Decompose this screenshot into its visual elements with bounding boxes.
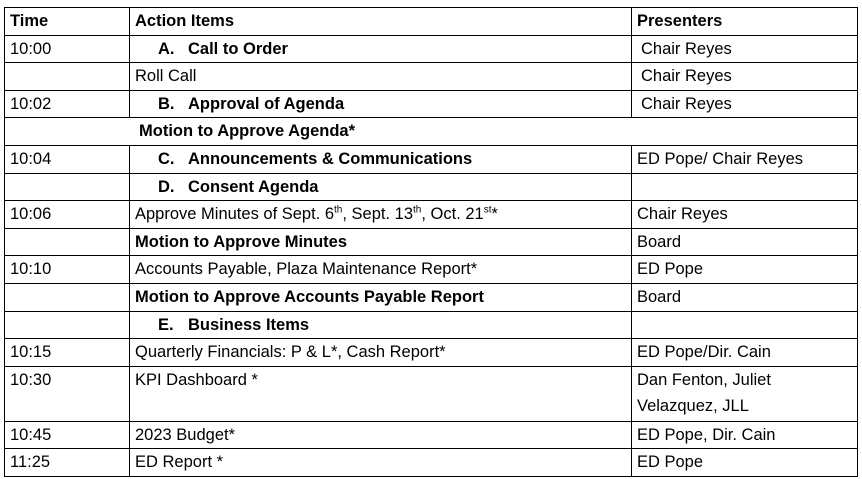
- time-cell: 10:00: [5, 35, 130, 63]
- presenters-header: Presenters: [632, 8, 858, 36]
- time-cell: [5, 311, 130, 339]
- time-cell: [5, 228, 130, 256]
- agenda-table: [4, 7, 858, 477]
- table-row: [5, 201, 858, 229]
- section-letter: C.: [158, 149, 175, 168]
- table-row: [5, 449, 858, 477]
- table-row: [5, 35, 858, 63]
- presenter-cell: Chair Reyes: [632, 201, 858, 229]
- minutes-text-part: , Oct. 21: [421, 205, 484, 224]
- section-title: Approval of Agenda: [188, 94, 345, 113]
- time-cell: [5, 63, 130, 91]
- section-title: Announcements & Communications: [188, 149, 473, 168]
- table-row: [5, 90, 858, 118]
- time-cell: 11:25: [5, 449, 130, 477]
- presenter-cell: ED Pope/Dir. Cain: [632, 339, 858, 367]
- presenter-cell: ED Pope, Dir. Cain: [632, 421, 858, 449]
- time-cell: 10:02: [5, 90, 130, 118]
- time-cell: 10:30: [5, 366, 130, 421]
- header-row: [5, 8, 858, 36]
- motion-cell: Motion to Approve Minutes: [130, 228, 632, 256]
- presenter-cell: Dan Fenton, Juliet Velazquez, JLL: [632, 366, 858, 421]
- presenter-cell: ED Pope: [632, 256, 858, 284]
- action-item-cell: ED Report *: [130, 449, 632, 477]
- table-row: [5, 339, 858, 367]
- section-letter: E.: [158, 315, 174, 334]
- time-cell: 10:04: [5, 145, 130, 173]
- motion-cell: Motion to Approve Agenda*: [5, 118, 858, 146]
- table-row: [5, 173, 858, 201]
- presenter-cell: Chair Reyes: [632, 63, 858, 91]
- presenter-cell: Chair Reyes: [632, 35, 858, 63]
- time-cell: 10:10: [5, 256, 130, 284]
- table-row: [5, 228, 858, 256]
- action-items-header: Action Items: [130, 8, 632, 36]
- ordinal-suffix: st: [483, 204, 492, 216]
- time-header: Time: [5, 8, 130, 36]
- section-heading: [130, 145, 632, 173]
- section-title: Consent Agenda: [188, 177, 319, 196]
- table-row: [5, 63, 858, 91]
- table-row: [5, 311, 858, 339]
- section-title: Business Items: [188, 315, 310, 334]
- minutes-text-part: *: [491, 205, 498, 224]
- time-cell: 10:15: [5, 339, 130, 367]
- time-cell: [5, 173, 130, 201]
- time-cell: [5, 283, 130, 311]
- table-row: [5, 421, 858, 449]
- presenter-cell: [632, 311, 858, 339]
- section-heading: [130, 90, 632, 118]
- ordinal-suffix: th: [413, 204, 422, 216]
- presenter-cell: ED Pope: [632, 449, 858, 477]
- section-letter: B.: [158, 94, 175, 113]
- action-item-cell: KPI Dashboard *: [130, 366, 632, 421]
- table-row: [5, 118, 858, 146]
- ordinal-suffix: th: [334, 204, 343, 216]
- presenter-cell: Chair Reyes: [632, 90, 858, 118]
- presenter-cell: Board: [632, 228, 858, 256]
- section-heading: [130, 35, 632, 63]
- action-item-cell: Accounts Payable, Plaza Maintenance Report*: [130, 256, 632, 284]
- action-item-cell: Roll Call: [130, 63, 632, 91]
- time-cell: 10:06: [5, 201, 130, 229]
- section-heading: [130, 173, 632, 201]
- action-item-cell: 2023 Budget*: [130, 421, 632, 449]
- section-title: Call to Order: [188, 39, 288, 58]
- presenter-cell: [632, 173, 858, 201]
- table-row: [5, 366, 858, 421]
- time-cell: 10:45: [5, 421, 130, 449]
- motion-cell: Motion to Approve Accounts Payable Report: [130, 283, 632, 311]
- section-heading: [130, 311, 632, 339]
- minutes-text-part: , Sept. 13: [342, 205, 414, 224]
- minutes-text-part: Approve Minutes of Sept. 6: [135, 205, 335, 224]
- action-item-cell: Quarterly Financials: P & L*, Cash Report*: [130, 339, 632, 367]
- table-row: [5, 283, 858, 311]
- section-letter: A.: [158, 39, 175, 58]
- action-item-cell: [130, 201, 632, 229]
- presenter-cell: Board: [632, 283, 858, 311]
- table-row: [5, 256, 858, 284]
- section-letter: D.: [158, 177, 175, 196]
- table-row: [5, 145, 858, 173]
- presenter-cell: ED Pope/ Chair Reyes: [632, 145, 858, 173]
